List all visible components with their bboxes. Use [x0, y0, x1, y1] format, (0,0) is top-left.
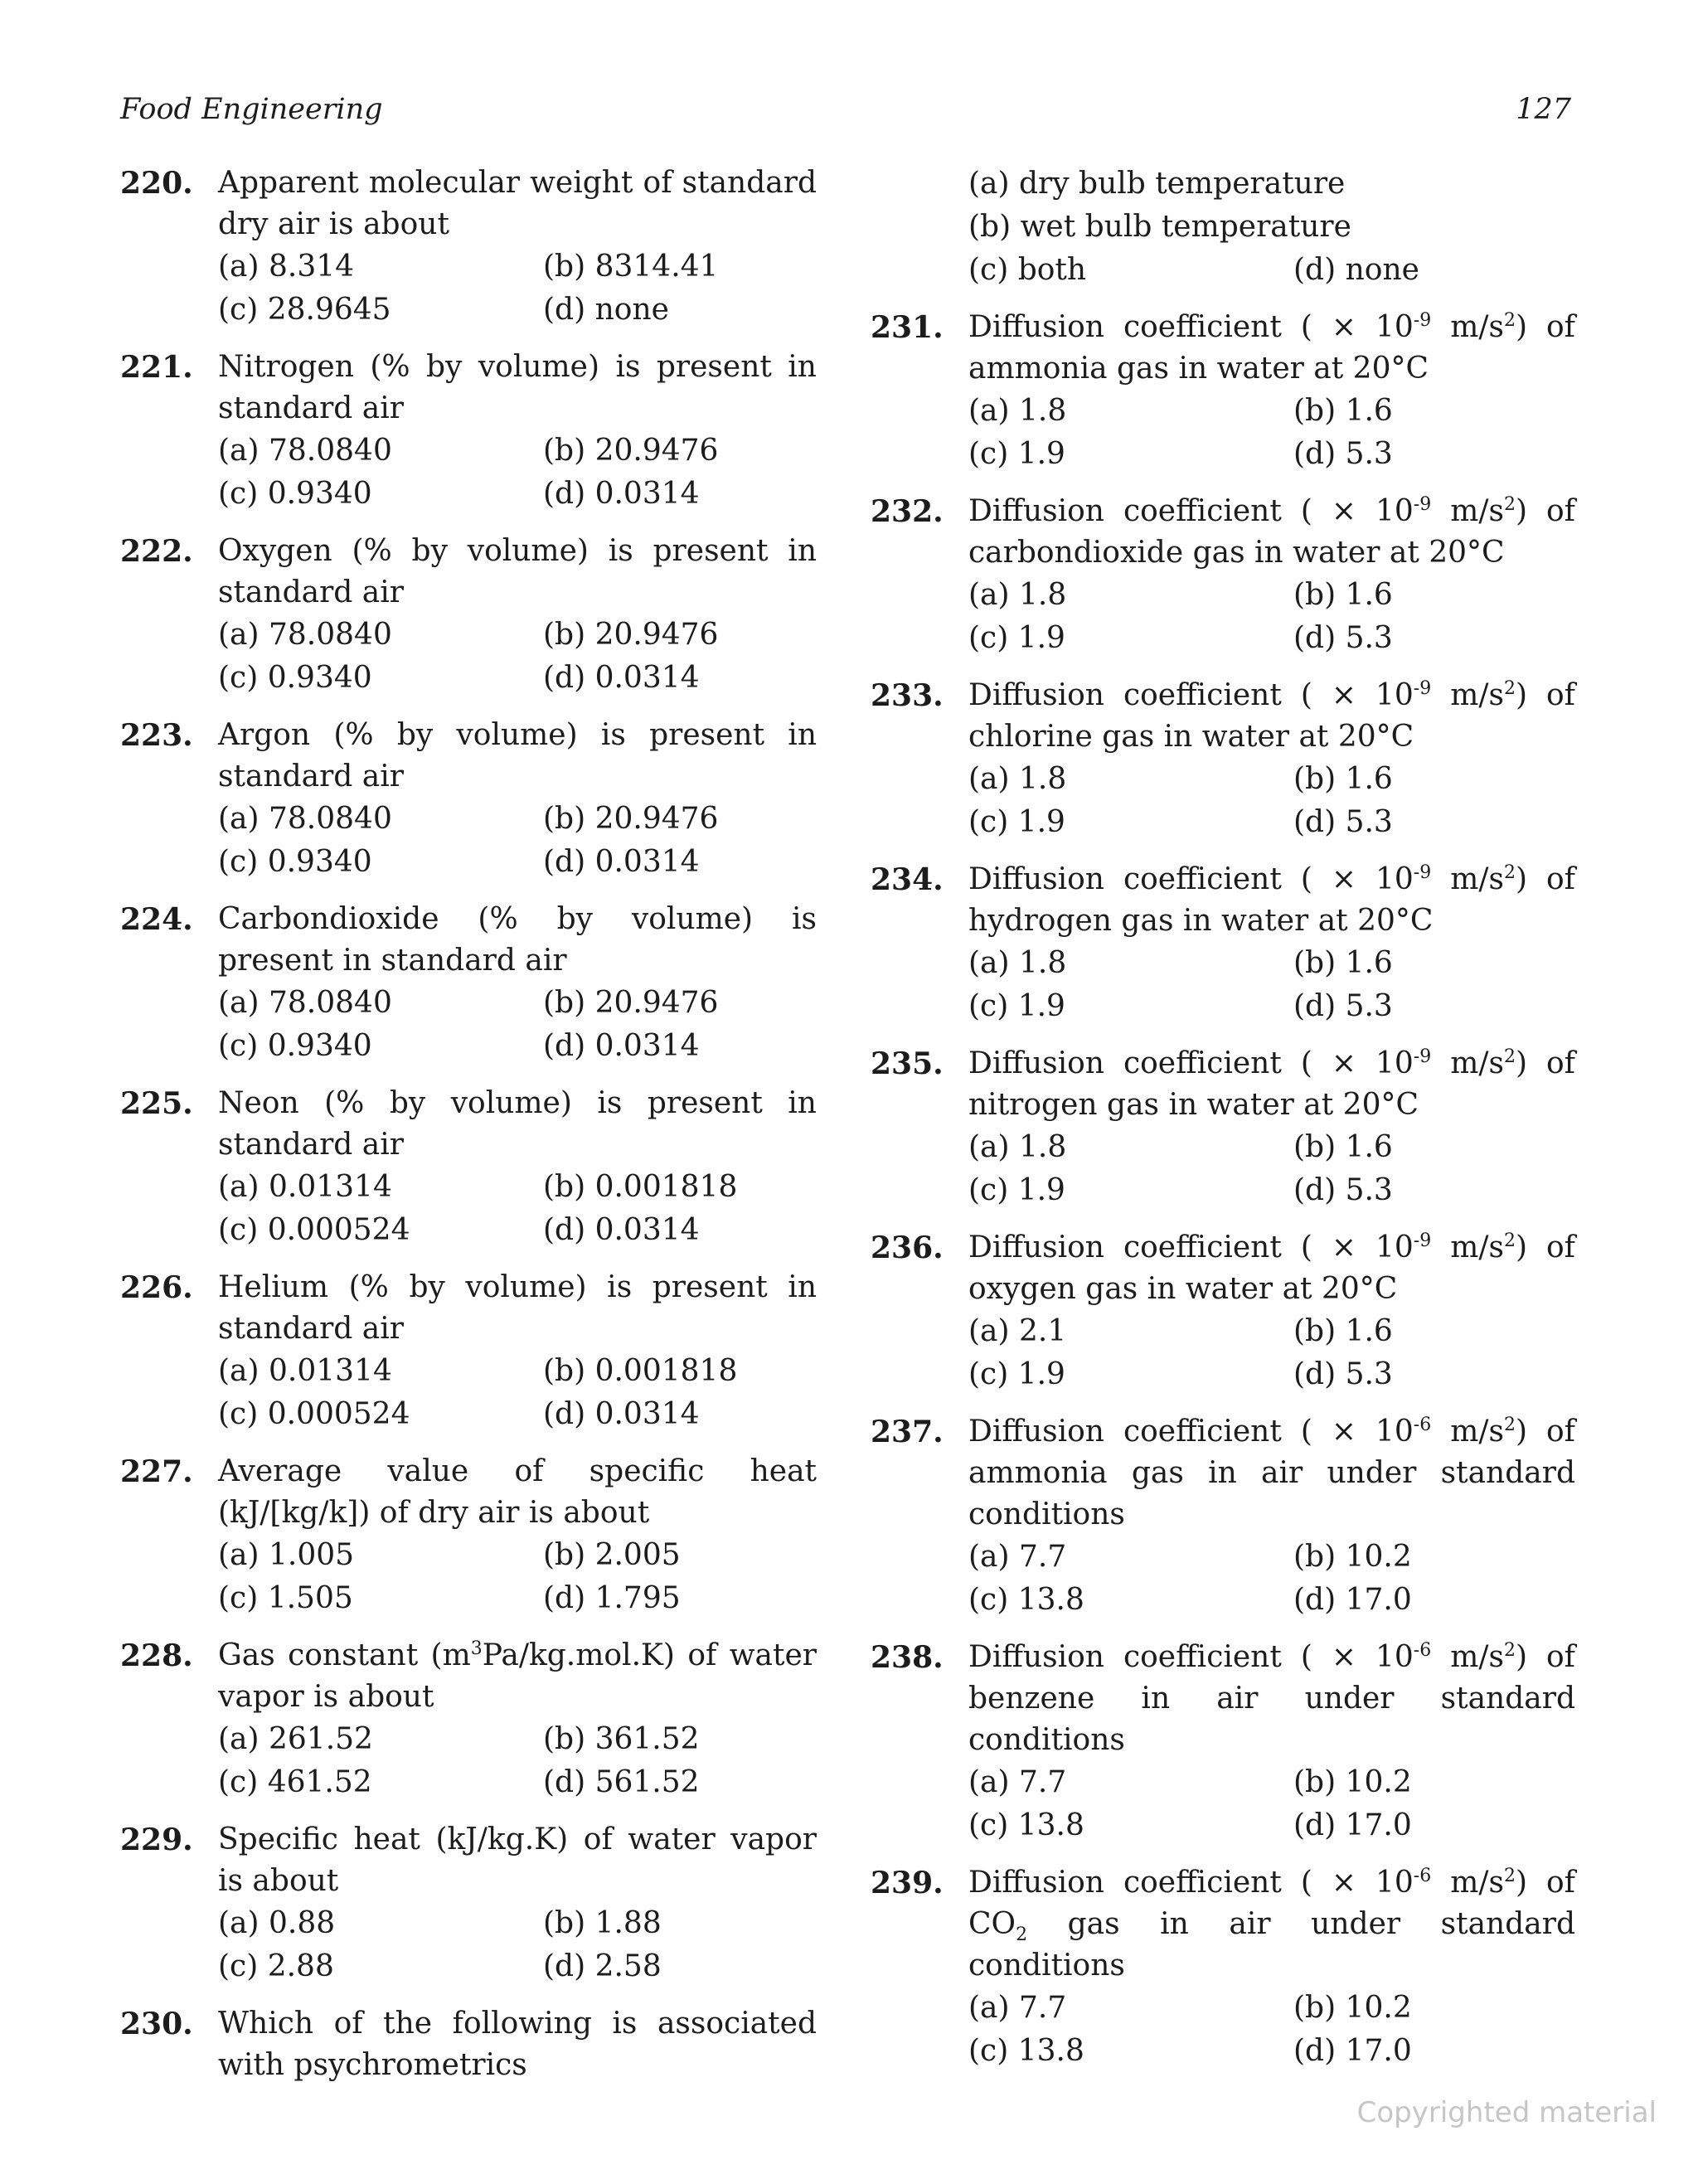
option-d: (d) 2.58	[543, 1949, 662, 1983]
option-a: (a) 261.52	[218, 1722, 373, 1756]
question-stem: Gas constant $(m^3Pa/kg.mol.K)$ of water vapor is about	[218, 1638, 817, 1714]
question-continued	[871, 163, 1575, 292]
question-stem: Diffusion coefficient ( × $10^{-9}$ $m/s^2$) of nitrogen gas in water at 20°C	[968, 1046, 1575, 1122]
question-number: 237.	[871, 1415, 944, 1449]
option-d: (d) 1.795	[543, 1581, 681, 1615]
option-b: (b) 0.001818	[543, 1170, 738, 1204]
question	[871, 1043, 1575, 1212]
question-number: 230.	[120, 2007, 193, 2041]
option-c: (c) 1.505	[218, 1581, 353, 1615]
option-d: (d) 5.3	[1293, 1173, 1393, 1207]
option-d: (d) 5.3	[1293, 1357, 1393, 1391]
option-c: (c) 461.52	[218, 1765, 372, 1799]
option-d: (d) 561.52	[543, 1765, 700, 1799]
question-number: 228.	[120, 1638, 193, 1673]
question-stem: Helium (% by volume) is present in standard air	[218, 1270, 817, 1346]
option-d: (d) 0.0314	[543, 845, 700, 879]
question-number: 222.	[120, 534, 193, 569]
option-b: (b) 2.005	[543, 1538, 681, 1572]
option-c: (c) 0.000524	[218, 1213, 410, 1247]
option-d: (d) 0.0314	[543, 1213, 700, 1247]
question-stem: Apparent molecular weight of standard dry air is about	[218, 166, 817, 241]
question-stem: Neon (% by volume) is present in standard air	[218, 1086, 817, 1162]
option-b: (b) 1.6	[1293, 946, 1393, 980]
question	[120, 531, 817, 700]
question-stem: Diffusion coefficient ( × $10^{-9}$ $m/s^2$) of carbondioxide gas in water at 20°C	[968, 494, 1575, 570]
option-b: (b) 361.52	[543, 1722, 700, 1756]
option-d: (d) 0.0314	[543, 1029, 700, 1063]
option-d: (d) 17.0	[1293, 2034, 1412, 2068]
option-a: (a) 8.314	[218, 250, 355, 284]
question-number: 235.	[871, 1046, 944, 1081]
option-c: (c) 0.9340	[218, 477, 372, 511]
option-a: (a) 0.01314	[218, 1170, 392, 1204]
question-stem: Average value of specific heat (kJ/[kg/k]) of dry air is about	[218, 1454, 817, 1530]
question	[120, 347, 817, 516]
option-c: (c) 0.000524	[218, 1397, 410, 1431]
question-number: 232.	[871, 494, 944, 529]
option-d: (d) 5.3	[1293, 437, 1393, 471]
right-column	[871, 163, 1575, 2088]
question	[120, 899, 817, 1068]
option-d: (d) 17.0	[1293, 1808, 1412, 1842]
question	[871, 1411, 1575, 1622]
option-c: (c) 1.9	[968, 989, 1065, 1023]
question-number: 220.	[120, 166, 193, 201]
option-d: (d) 0.0314	[543, 1397, 700, 1431]
option-a: (a) 1.8	[968, 578, 1067, 612]
question-stem: Diffusion coefficient ( × $10^{-6}$ $m/s^2$) of benzene in air under standard conditions	[968, 1640, 1575, 1757]
question-stem: Diffusion coefficient ( × $10^{-6}$ $m/s^2$) of $CO_2$ gas in air under standard conditions	[968, 1866, 1575, 1983]
page-number: 127	[1516, 93, 1571, 126]
question-number: 231.	[871, 310, 944, 345]
option-d: (d) 17.0	[1293, 1583, 1412, 1617]
option-b: (b) 20.9476	[543, 618, 719, 652]
question	[871, 675, 1575, 844]
question-number: 221.	[120, 350, 193, 385]
option-a: (a) 7.7	[968, 1991, 1067, 2025]
option-c: (c) 0.9340	[218, 1029, 372, 1063]
question	[120, 715, 817, 884]
question-stem: Which of the following is associated with psychrometrics	[218, 2007, 817, 2082]
option-c: (c) both	[968, 253, 1087, 287]
book-title: Food Engineering	[120, 93, 383, 126]
option-c: (c) 0.9340	[218, 845, 372, 879]
question	[871, 859, 1575, 1028]
option-c: (c) 28.9645	[218, 293, 391, 327]
question-stem: Diffusion coefficient ( × $10^{-9}$ $m/s^2$) of chlorine gas in water at 20°C	[968, 678, 1575, 754]
question-stem: Diffusion coefficient ( × $10^{-9}$ $m/s^2$) of ammonia gas in water at 20°C	[968, 310, 1575, 386]
option-c: (c) 13.8	[968, 1808, 1084, 1842]
option-c: (c) 1.9	[968, 1173, 1065, 1207]
option-d: (d) none	[543, 293, 669, 327]
option-d: (d) 5.3	[1293, 989, 1393, 1023]
question-number: 223.	[120, 718, 193, 753]
option-a: (a) dry bulb temperature	[968, 167, 1346, 201]
option-c: (c) 1.9	[968, 437, 1065, 471]
question-number: 229.	[120, 1822, 193, 1857]
option-b: (b) 20.9476	[543, 986, 719, 1020]
option-d: (d) 0.0314	[543, 477, 700, 511]
option-c: (c) 2.88	[218, 1949, 334, 1983]
question-stem: Argon (% by volume) is present in standard air	[218, 718, 817, 794]
option-c: (c) 1.9	[968, 1357, 1065, 1391]
question	[120, 1635, 817, 1804]
option-a: (a) 78.0840	[218, 802, 392, 836]
option-a: (a) 0.01314	[218, 1354, 392, 1388]
option-a: (a) 1.8	[968, 762, 1067, 796]
option-d: (d) none	[1293, 253, 1419, 287]
option-b: (b) 0.001818	[543, 1354, 738, 1388]
copyright-watermark: Copyrighted material	[1356, 2096, 1657, 2129]
question-number: 226.	[120, 1270, 193, 1305]
option-b: (b) 1.6	[1293, 1130, 1393, 1164]
question-number: 233.	[871, 678, 944, 713]
option-b: (b) wet bulb temperature	[968, 210, 1351, 244]
option-a: (a) 78.0840	[218, 434, 392, 468]
option-b: (b) 10.2	[1293, 1991, 1412, 2025]
question	[120, 163, 817, 332]
question	[120, 1083, 817, 1252]
question-number: 224.	[120, 902, 193, 937]
option-c: (c) 13.8	[968, 1583, 1084, 1617]
option-b: (b) 20.9476	[543, 434, 719, 468]
option-a: (a) 1.005	[218, 1538, 355, 1572]
option-a: (a) 7.7	[968, 1765, 1067, 1799]
question-number: 227.	[120, 1454, 193, 1489]
option-a: (a) 78.0840	[218, 986, 392, 1020]
question-stem: Oxygen (% by volume) is present in standard air	[218, 534, 817, 609]
question-stem: Diffusion coefficient ( × $10^{-9}$ $m/s^2$) of hydrogen gas in water at 20°C	[968, 862, 1575, 938]
page-header	[120, 93, 1571, 134]
option-b: (b) 20.9476	[543, 802, 719, 836]
question	[871, 1637, 1575, 1847]
option-a: (a) 1.8	[968, 394, 1067, 428]
option-b: (b) 1.88	[543, 1906, 662, 1940]
question-number: 238.	[871, 1640, 944, 1675]
question-number: 239.	[871, 1866, 944, 1900]
question-number: 236.	[871, 1230, 944, 1265]
option-c: (c) 0.9340	[218, 661, 372, 695]
question-stem: Nitrogen (% by volume) is present in standard air	[218, 350, 817, 425]
left-column	[120, 163, 817, 2101]
option-d: (d) 5.3	[1293, 805, 1393, 839]
question-number: 225.	[120, 1086, 193, 1121]
question-number: 234.	[871, 862, 944, 897]
option-d: (d) 5.3	[1293, 621, 1393, 655]
question	[871, 307, 1575, 476]
question	[871, 1862, 1575, 2073]
option-d: (d) 0.0314	[543, 661, 700, 695]
option-a: (a) 7.7	[968, 1540, 1067, 1574]
question-stem: Diffusion coefficient ( × $10^{-9}$ $m/s^2$) of oxygen gas in water at 20°C	[968, 1230, 1575, 1306]
option-a: (a) 2.1	[968, 1314, 1067, 1348]
question	[120, 1267, 817, 1436]
option-c: (c) 1.9	[968, 805, 1065, 839]
option-c: (c) 1.9	[968, 621, 1065, 655]
option-b: (b) 8314.41	[543, 250, 719, 284]
question-stem: Specific heat (kJ/kg.K) of water vapor is about	[218, 1822, 817, 1898]
question	[120, 1819, 817, 1988]
option-b: (b) 1.6	[1293, 394, 1393, 428]
question-stem: Carbondioxide (% by volume) is present in standard air	[218, 902, 817, 978]
option-b: (b) 10.2	[1293, 1540, 1412, 1574]
option-b: (b) 1.6	[1293, 578, 1393, 612]
option-a: (a) 1.8	[968, 1130, 1067, 1164]
question-stem: Diffusion coefficient ( × $10^{-6}$ $m/s^2$) of ammonia gas in air under standard conditions	[968, 1415, 1575, 1531]
option-b: (b) 10.2	[1293, 1765, 1412, 1799]
option-a: (a) 0.88	[218, 1906, 336, 1940]
option-c: (c) 13.8	[968, 2034, 1084, 2068]
question	[871, 1227, 1575, 1396]
question	[871, 491, 1575, 660]
question	[120, 2003, 817, 2086]
option-a: (a) 78.0840	[218, 618, 392, 652]
option-b: (b) 1.6	[1293, 762, 1393, 796]
question	[120, 1451, 817, 1620]
option-a: (a) 1.8	[968, 946, 1067, 980]
option-b: (b) 1.6	[1293, 1314, 1393, 1348]
